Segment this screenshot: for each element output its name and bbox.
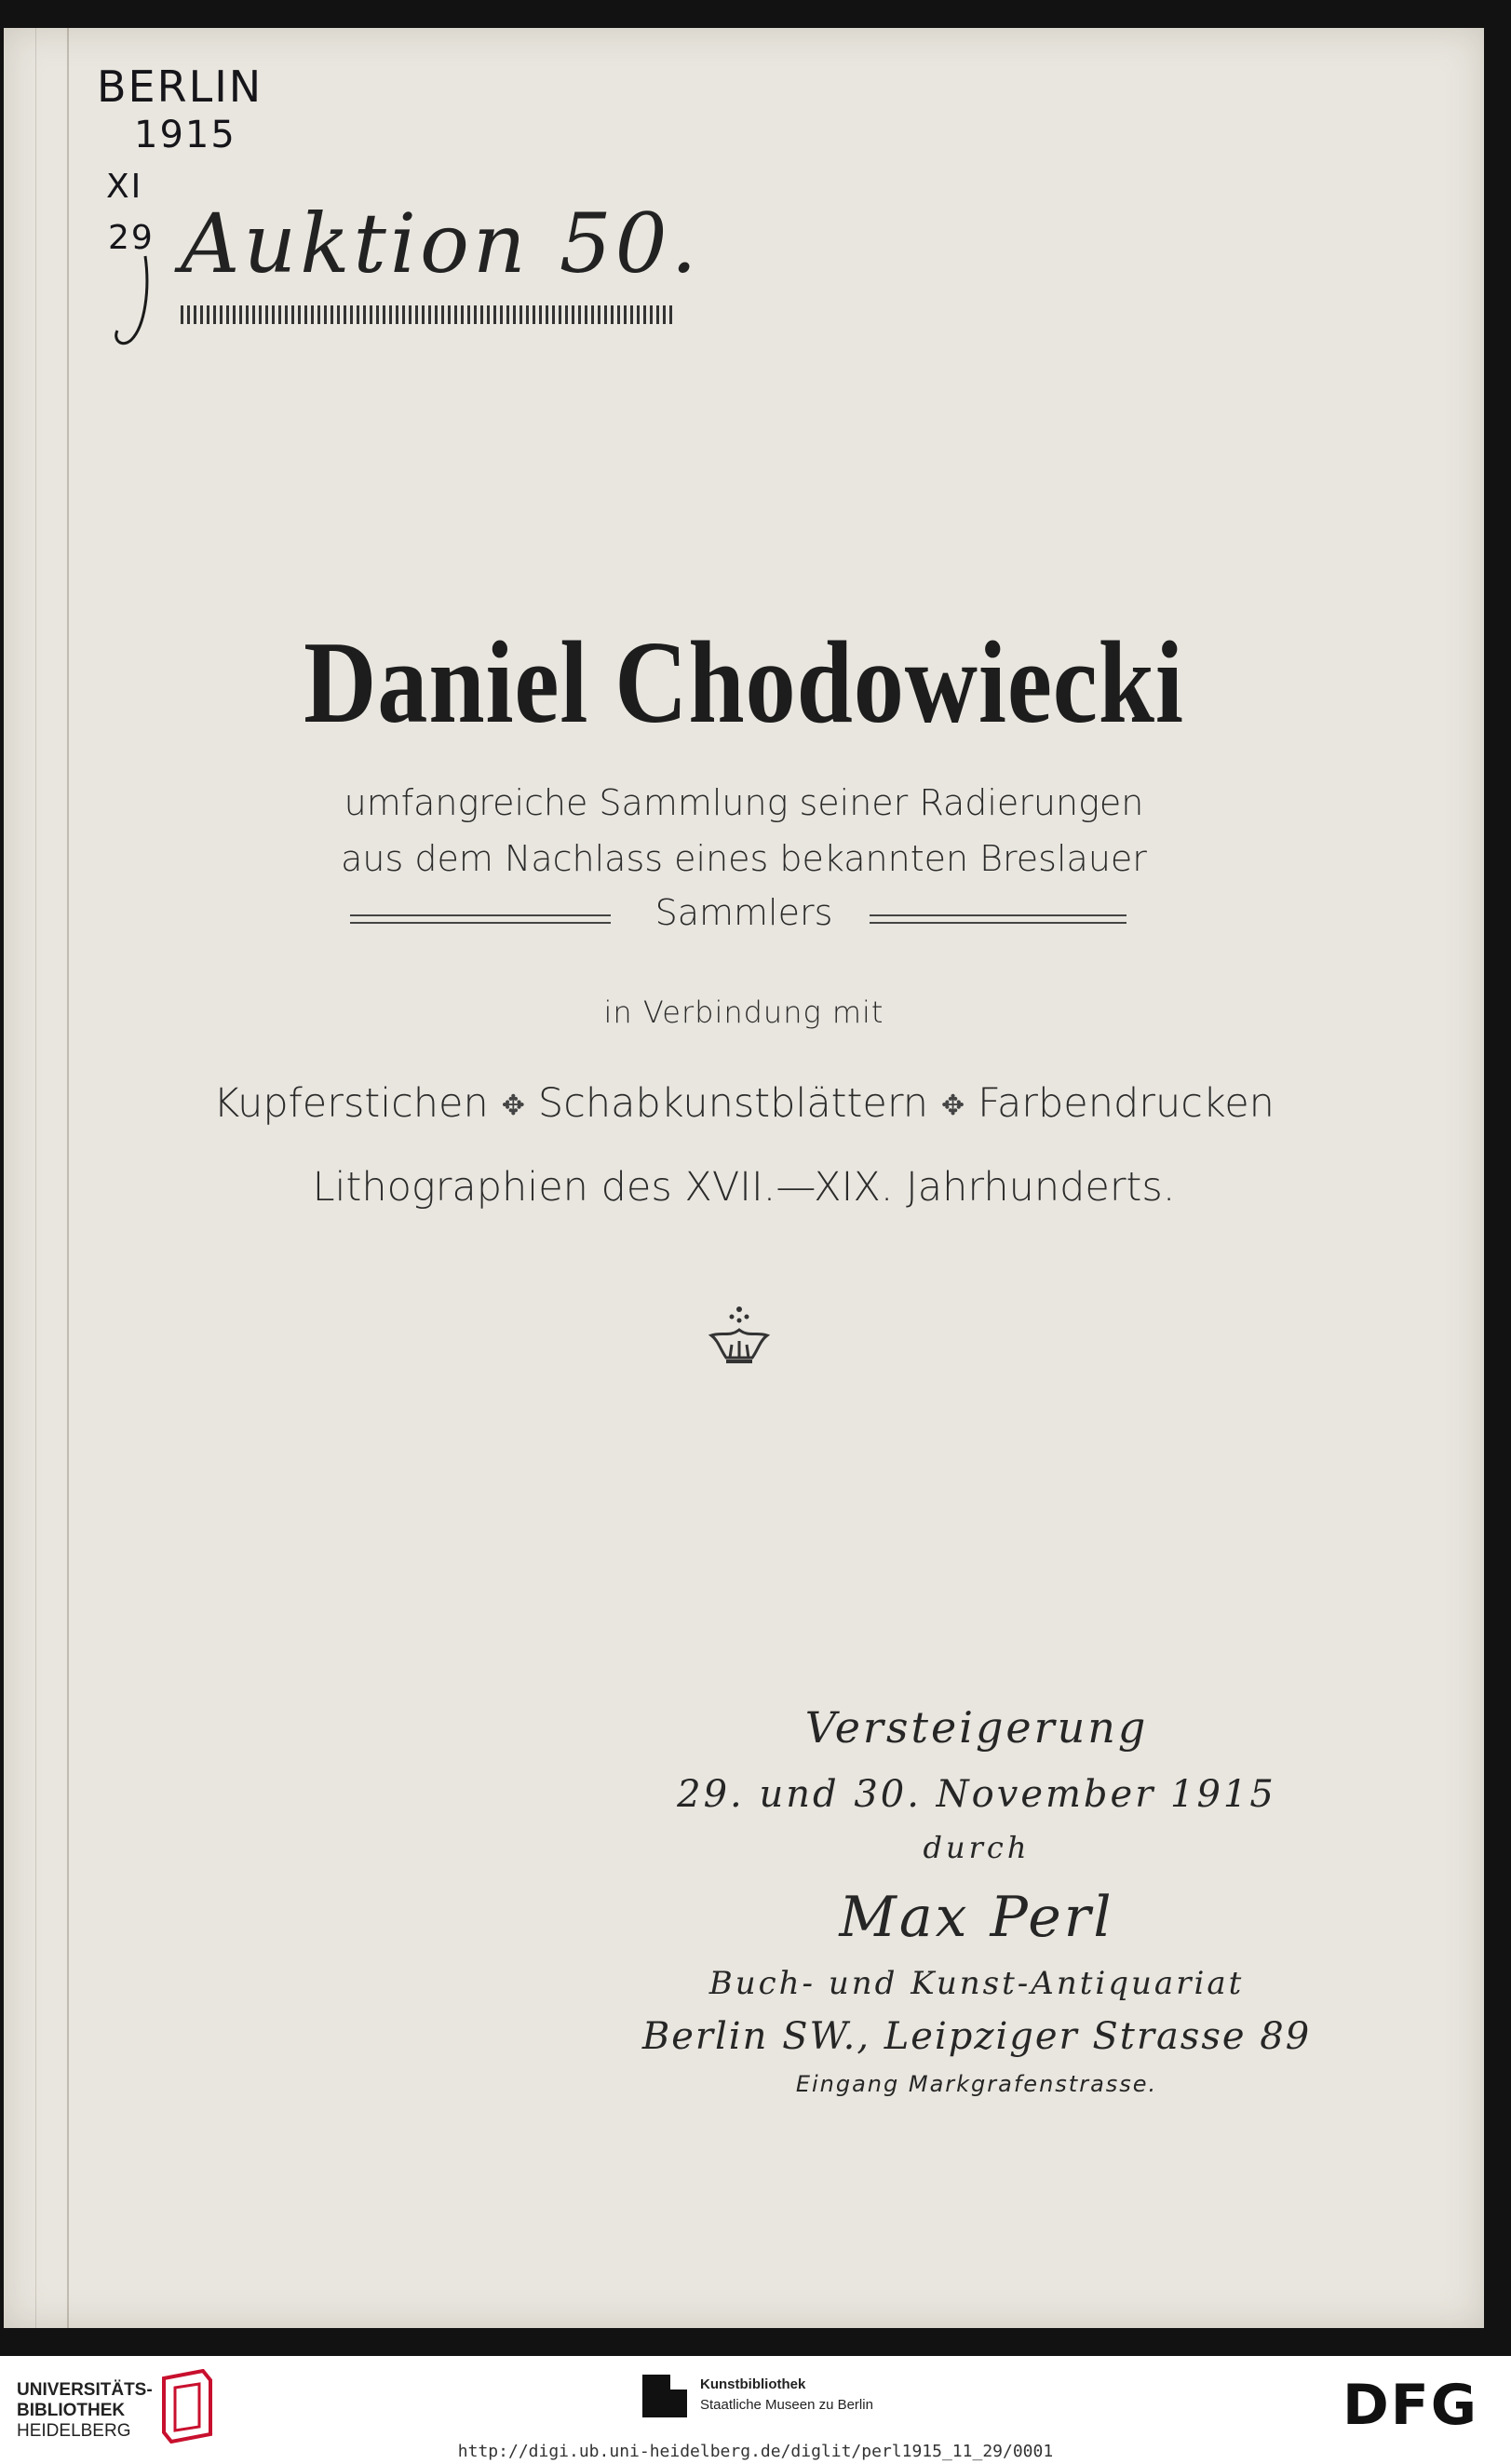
handwritten-city: BERLIN	[97, 61, 263, 112]
quatrefoil-ornament-icon: ✥	[501, 1090, 525, 1122]
subtitle-line-2: aus dem Nachlass eines bekannten Breslauer	[341, 838, 1147, 879]
items-line-1	[4, 1080, 1484, 1127]
entrance-note: Eingang Markgrafenstrasse.	[795, 2071, 1158, 2097]
sale-dates: 29. und 30. November 1915	[677, 1773, 1276, 1816]
item-colour-prints: Farbendrucken	[978, 1080, 1275, 1127]
permalink-url[interactable]: http://digi.ub.uni-heidelberg.de/diglit/perl1915_11_29/0001	[457, 2442, 1054, 2461]
double-rule-left	[350, 914, 611, 924]
connector-text: in Verbindung mit	[603, 995, 884, 1030]
ub-seal-icon	[156, 2369, 214, 2444]
items-line-2: Lithographien des XVII.—XIX. Jahrhunderts.	[312, 1164, 1176, 1211]
decorative-hatch-rule	[181, 305, 674, 324]
durch-text: durch	[923, 1830, 1031, 1865]
quatrefoil-ornament-icon: ✥	[941, 1090, 965, 1122]
kunstbibliothek-label: Kunstbibliothek Staatliche Museen zu Berlin	[700, 2376, 873, 2413]
handwritten-day: 29	[108, 219, 155, 257]
dealer-name: Max Perl	[839, 1885, 1114, 1950]
sale-heading: Versteigerung	[804, 1702, 1149, 1753]
lotus-ornament-icon	[704, 1304, 775, 1374]
handwritten-month: XI	[106, 168, 143, 206]
auction-number-heading: Auktion 50.	[181, 196, 701, 291]
catalog-title: Daniel Chodowiecki	[304, 618, 1184, 748]
handwritten-year: 1915	[134, 114, 236, 156]
dfg-logo: DFG	[1342, 2373, 1479, 2438]
subtitle-line-1: umfangreiche Sammlung seiner Radierungen	[344, 782, 1144, 823]
double-rule-right	[870, 914, 1127, 924]
item-mezzotints: Schabkunstblättern	[537, 1080, 929, 1127]
item-engravings: Kupferstichen	[213, 1080, 489, 1127]
kunstbibliothek-logo-icon	[642, 2375, 687, 2417]
handwritten-hook-mark	[108, 251, 164, 354]
dealer-description: Buch- und Kunst-Antiquariat	[708, 1965, 1245, 2002]
ub-heidelberg-logo: UNIVERSITÄTS- BIBLIOTHEK HEIDELBERG	[17, 2380, 153, 2441]
catalog-cover-page	[4, 28, 1484, 2328]
subtitle-line-3: Sammlers	[654, 892, 833, 933]
dealer-address: Berlin SW., Leipziger Strasse 89	[641, 2015, 1312, 2058]
digitization-footer	[0, 2356, 1511, 2464]
